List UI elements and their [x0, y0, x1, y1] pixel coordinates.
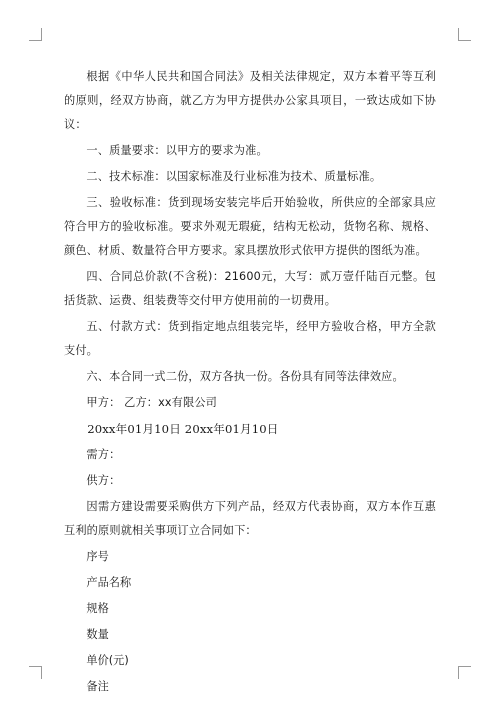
clause-payment: 五、付款方式：货到指定地点组装完毕，经甲方验收合格，甲方全款支付。 [64, 320, 436, 357]
table-header-product-name: 产品名称 [86, 576, 132, 589]
clause-copies: 六、本合同一式二份，双方各执一份。各份具有同等法律效应。 [86, 370, 404, 383]
date-line: 20xx年01月10日 20xx年01月10日 [87, 422, 279, 436]
buyer-label: 需方： [86, 448, 121, 461]
clause-acceptance: 三、验收标准：货到现场安装完毕后开始验收，所供应的全部家具应符合甲方的验收标准。要求外观无瑕疵，结构无松动，货物名称、规格、颜色、材质、数量符合甲方要求。家具摆放形式依甲方提供的图纸为准。 [64, 196, 436, 257]
table-header-remarks: 备注 [86, 680, 109, 693]
crop-mark-top-left [29, 28, 42, 41]
document-body [64, 65, 436, 701]
crop-mark-top-right [458, 28, 471, 41]
table-header-spec: 规格 [86, 602, 109, 615]
intro-paragraph: 根据《中华人民共和国合同法》及相关法律规定，双方本着平等互利的原则，经双方协商，就乙方为甲方提供办公家具项目，一致达成如下协议： [64, 70, 436, 131]
clause-total-price: 四、合同总价款(不含税)：21600元，大写：贰万壹仟陆百元整。包括货款、运费、组装费等交付甲方使用前的一切费用。 [64, 270, 436, 307]
clause-quality: 一、质量要求：以甲方的要求为准。 [86, 144, 268, 157]
table-header-unit-price: 单价(元) [86, 654, 129, 667]
party-line: 甲方： 乙方：xx有限公司 [86, 396, 218, 409]
table-header-quantity: 数量 [86, 628, 109, 641]
crop-mark-bottom-right [458, 666, 471, 679]
supplier-label: 供方： [86, 474, 121, 487]
clause-technical-standard: 二、技术标准：以国家标准及行业标准为技术、质量标准。 [86, 170, 382, 183]
purchase-intro-paragraph: 因需方建设需要采购供方下列产品，经双方代表协商，双方本作互惠互利的原则就相关事项订立合同如下： [64, 500, 436, 537]
crop-mark-bottom-left [29, 666, 42, 679]
table-header-serial: 序号 [86, 550, 109, 563]
